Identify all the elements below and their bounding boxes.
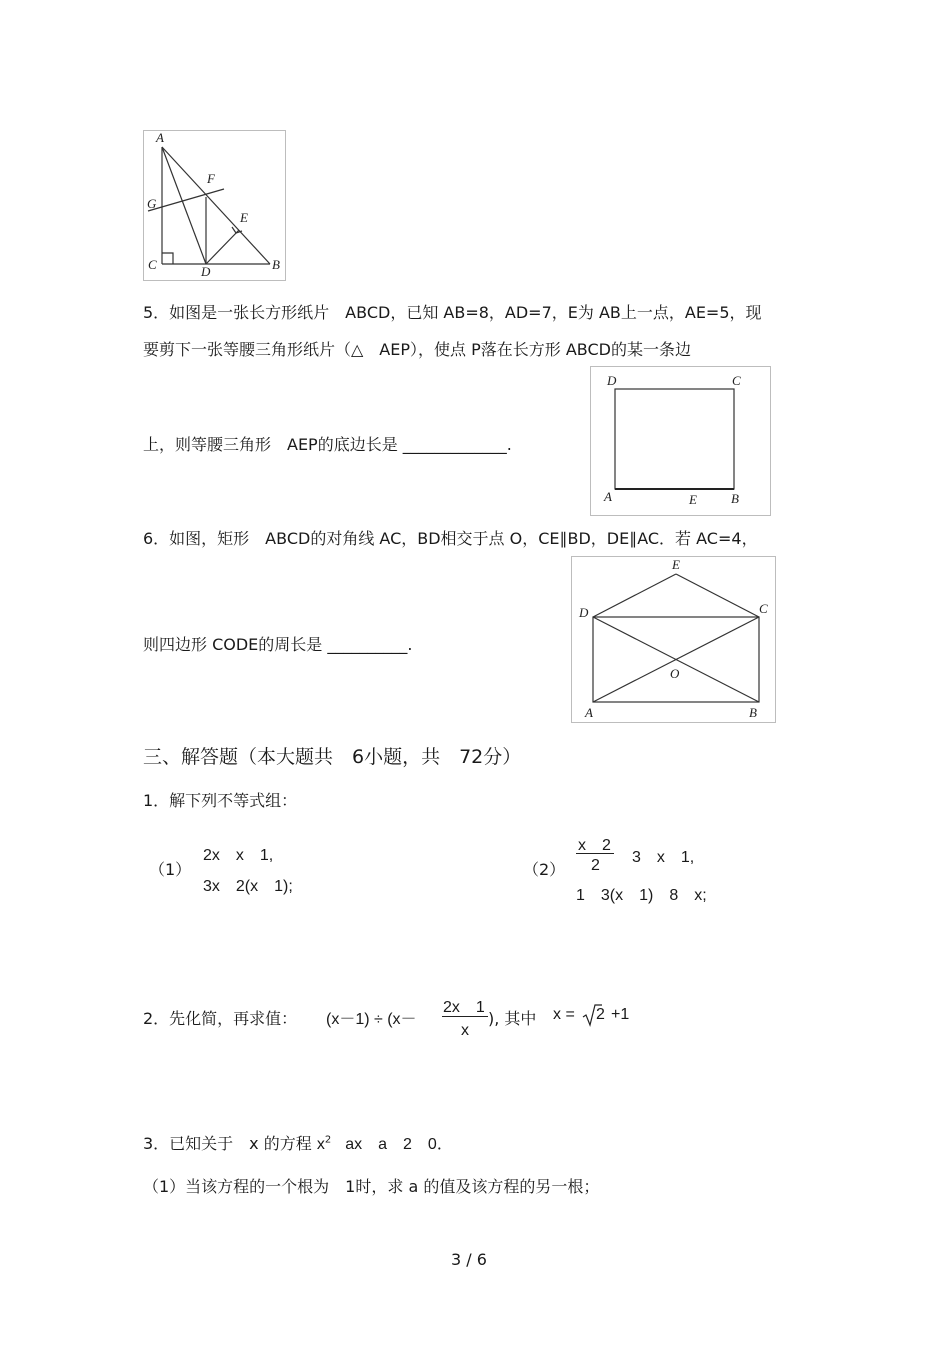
p2-frac-num: 2x 1 [443, 999, 485, 1016]
label-D: D [579, 605, 589, 620]
p2-plus-one: +1 [611, 1006, 630, 1023]
p1-part2-line1-rest: 3 x 1, [632, 849, 695, 866]
label-O: O [670, 666, 680, 681]
p2-x-eq: x = [553, 1006, 575, 1023]
q6-line1: 6．如图，矩形 ABCD的对角线 AC，BD相交于点 O，CE∥BD，DE∥AC．若 AC=4， [143, 529, 758, 548]
q5-line2: 要剪下一张等腰三角形纸片（△ AEP），使点 P落在长方形 ABCD的某一条边 [143, 340, 691, 359]
p2-expr-right: ), 其中 [488, 1009, 537, 1028]
p2-expr-left: (x－1) ÷ (x－ [326, 1011, 417, 1028]
label-G: G [147, 196, 157, 211]
figure-triangle [143, 130, 286, 281]
p3-eq-sup: 2 [324, 1134, 332, 1146]
p1-part2-fraction-bar [576, 853, 614, 854]
label-A: A [604, 489, 612, 504]
p2-frac-den: x [461, 1022, 469, 1039]
label-B: B [272, 257, 280, 272]
p2-fraction-bar [442, 1016, 488, 1017]
q5-line3-suffix: . [506, 435, 512, 454]
p1-part2-den: 2 [591, 857, 600, 874]
p1-title: 1．解下列不等式组： [143, 791, 298, 810]
page-number: 3 / 6 [451, 1250, 487, 1269]
p3-line1 [143, 1131, 453, 1154]
p2-prefix: 2．先化简，再求值： [143, 1009, 298, 1028]
p3-eq-x: x [316, 1136, 325, 1153]
label-E: E [672, 557, 680, 572]
q6-answer-blank: __________ [327, 635, 408, 654]
label-B: B [749, 705, 757, 720]
section-title: 三、解答题（本大题共 6小题，共 72分） [143, 746, 522, 768]
q5-line3-prefix: 上，则等腰三角形 AEP的底边长是 [143, 435, 403, 454]
p1-part1-line1: 2x x 1, [203, 847, 274, 864]
label-C: C [759, 601, 768, 616]
p1-part2-label: （2） [523, 860, 566, 879]
figure-rectangle-q5 [590, 366, 771, 516]
label-F: F [207, 171, 215, 186]
p1-part1-label: （1） [149, 860, 192, 879]
label-A: A [585, 705, 593, 720]
p3-line2: （1）当该方程的一个根为 1时，求 a 的值及该方程的另一根； [143, 1177, 600, 1196]
label-D: D [607, 373, 617, 388]
p3-line1-prefix: 3．已知关于 x 的方程 [143, 1134, 312, 1153]
label-C: C [732, 373, 741, 388]
q6-line2 [143, 632, 412, 655]
p1-part1-line2: 3x 2(x 1); [203, 878, 293, 895]
q5-line1: 5．如图是一张长方形纸片 ABCD，已知 AB=8，AD=7，E为 AB上一点，AE=5，现 [143, 303, 762, 322]
q6-line2-prefix: 则四边形 CODE的周长是 [143, 635, 328, 654]
figure-rectangle-q6 [571, 556, 776, 723]
q5-line3 [143, 432, 512, 455]
p1-part2-line2: 1 3(x 1) 8 x; [576, 887, 707, 904]
label-E: E [689, 492, 697, 507]
label-A: A [156, 131, 164, 145]
label-C: C [148, 257, 157, 272]
q5-answer-blank: _____________ [402, 435, 507, 454]
label-B: B [731, 491, 739, 506]
q6-line2-suffix: . [407, 635, 413, 654]
label-E: E [240, 210, 248, 225]
p3-eq-rest: ax a 2 0． [345, 1136, 453, 1153]
label-D: D [201, 264, 211, 279]
p1-part2-num: x 2 [578, 837, 611, 854]
p2-sqrt-arg: 2 [596, 1006, 605, 1023]
